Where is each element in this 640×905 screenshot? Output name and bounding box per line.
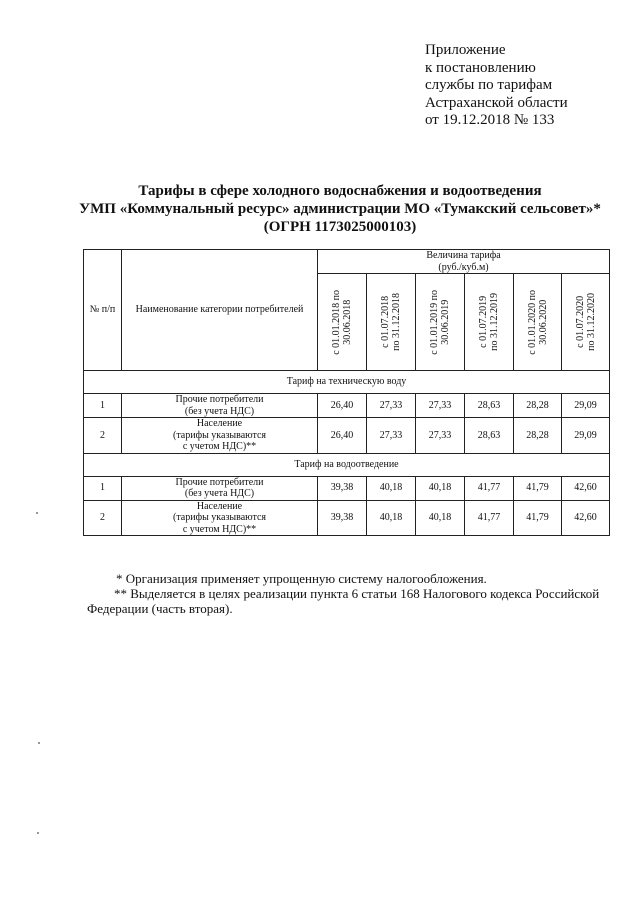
footnote-vat-continuation: Федерации (часть вторая). <box>87 601 233 616</box>
category-line: с учетом НДС)** <box>182 441 257 452</box>
tariff-value: 26,40 <box>318 418 367 454</box>
row-category <box>122 394 318 418</box>
period-header <box>465 274 514 371</box>
table-row <box>84 418 610 454</box>
period-header <box>416 274 465 371</box>
table-row <box>84 476 610 500</box>
tariff-value: 39,38 <box>318 476 367 500</box>
footnotes <box>87 571 622 616</box>
period-line: 30.06.2019 <box>440 299 451 345</box>
period-line: по 31.12.2020 <box>585 293 597 351</box>
tariff-value: 27,33 <box>416 418 465 454</box>
title-line: Тарифы в сфере холодного водоснабжения и водоотведения <box>138 183 542 199</box>
period-line: по 31.12.2018 <box>391 293 402 351</box>
period-header <box>318 274 367 371</box>
tariff-value: 39,38 <box>318 500 367 536</box>
period-line: с 01.01.2020 по <box>526 289 538 355</box>
category-line: Население <box>196 500 243 512</box>
row-number: 2 <box>84 500 122 536</box>
column-header-magnitude <box>318 250 610 274</box>
appendix-line: Приложение <box>425 42 506 58</box>
appendix-line: службы по тарифам <box>425 77 553 93</box>
section-title: Тариф на водоотведение <box>84 453 610 476</box>
section-row <box>84 371 610 394</box>
row-number: 1 <box>84 476 122 500</box>
row-category <box>122 476 318 500</box>
tariff-value: 27,33 <box>367 418 416 454</box>
tariff-value: 28,63 <box>465 418 514 454</box>
tariff-value: 41,77 <box>465 500 514 536</box>
appendix-line: от 19.12.2018 № 133 <box>425 112 555 128</box>
footnote-tax-system: * Организация применяет упрощенную систему налогообложения. <box>116 571 487 586</box>
tariff-value: 28,28 <box>514 418 562 454</box>
period-line: с 01.01.2019 по <box>429 289 440 355</box>
category-line: Население <box>196 418 243 429</box>
tariff-table <box>83 249 610 536</box>
column-header-number: № п/п <box>84 250 122 371</box>
tariff-value: 40,18 <box>367 476 416 500</box>
document-title <box>60 182 620 236</box>
scan-speck <box>38 742 40 744</box>
tariff-value: 42,60 <box>562 476 610 500</box>
appendix-block <box>425 42 568 130</box>
row-number: 1 <box>84 394 122 418</box>
column-header-category: Наименование категории потребителей <box>122 250 318 371</box>
tariff-value: 40,18 <box>416 476 465 500</box>
footnote-vat: ** Выделяется в целях реализации пункта 6 статьи 168 Налогового кодекса Российской <box>114 586 600 601</box>
row-number: 2 <box>84 418 122 454</box>
period-header <box>367 274 416 371</box>
category-line: Прочие потребители <box>175 394 264 405</box>
tariff-value: 41,77 <box>465 476 514 500</box>
scan-speck <box>37 832 39 834</box>
period-header <box>514 274 562 371</box>
category-line: Прочие потребители <box>175 476 264 488</box>
category-line: (тарифы указываются <box>172 429 267 441</box>
scan-speck <box>36 512 38 514</box>
category-line: с учетом НДС)** <box>182 523 257 535</box>
table-row <box>84 394 610 418</box>
tariff-value: 28,28 <box>514 394 562 418</box>
tariff-value: 27,33 <box>416 394 465 418</box>
section-row <box>84 453 610 476</box>
row-category <box>122 500 318 536</box>
period-line: с 01.01.2018 по <box>331 289 342 355</box>
category-line: (без учета НДС) <box>184 488 255 499</box>
table-row <box>84 500 610 536</box>
header-row <box>84 250 610 274</box>
category-line: (тарифы указываются <box>172 512 267 523</box>
magnitude-unit: (руб./куб.м) <box>438 261 489 273</box>
title-line: УМП «Коммунальный ресурс» администрации МО «Тумакский сельсовет»* <box>79 201 601 217</box>
tariff-value: 29,09 <box>562 394 610 418</box>
section-title: Тариф на техническую воду <box>84 371 610 394</box>
period-header <box>562 274 610 371</box>
period-line: с 01.07.2020 <box>574 296 586 348</box>
period-line: по 31.12.2019 <box>489 293 500 351</box>
period-line: 30.06.2020 <box>537 299 549 345</box>
row-category <box>122 418 318 454</box>
tariff-value: 27,33 <box>367 394 416 418</box>
tariff-value: 41,79 <box>514 500 562 536</box>
tariff-value: 40,18 <box>416 500 465 536</box>
tariff-value: 26,40 <box>318 394 367 418</box>
magnitude-label: Величина тарифа <box>426 250 501 261</box>
period-line: с 01.07.2018 <box>380 296 391 348</box>
appendix-line: Астраханской области <box>425 94 568 111</box>
tariff-value: 41,79 <box>514 476 562 500</box>
tariff-value: 29,09 <box>562 418 610 454</box>
tariff-value: 28,63 <box>465 394 514 418</box>
period-line: 30.06.2018 <box>342 299 353 345</box>
tariff-value: 40,18 <box>367 500 416 536</box>
title-line: (ОГРН 1173025000103) <box>263 219 417 235</box>
appendix-line: к постановлению <box>425 59 536 76</box>
category-line: (без учета НДС) <box>184 405 255 417</box>
period-line: с 01.07.2019 <box>478 296 489 348</box>
tariff-value: 42,60 <box>562 500 610 536</box>
